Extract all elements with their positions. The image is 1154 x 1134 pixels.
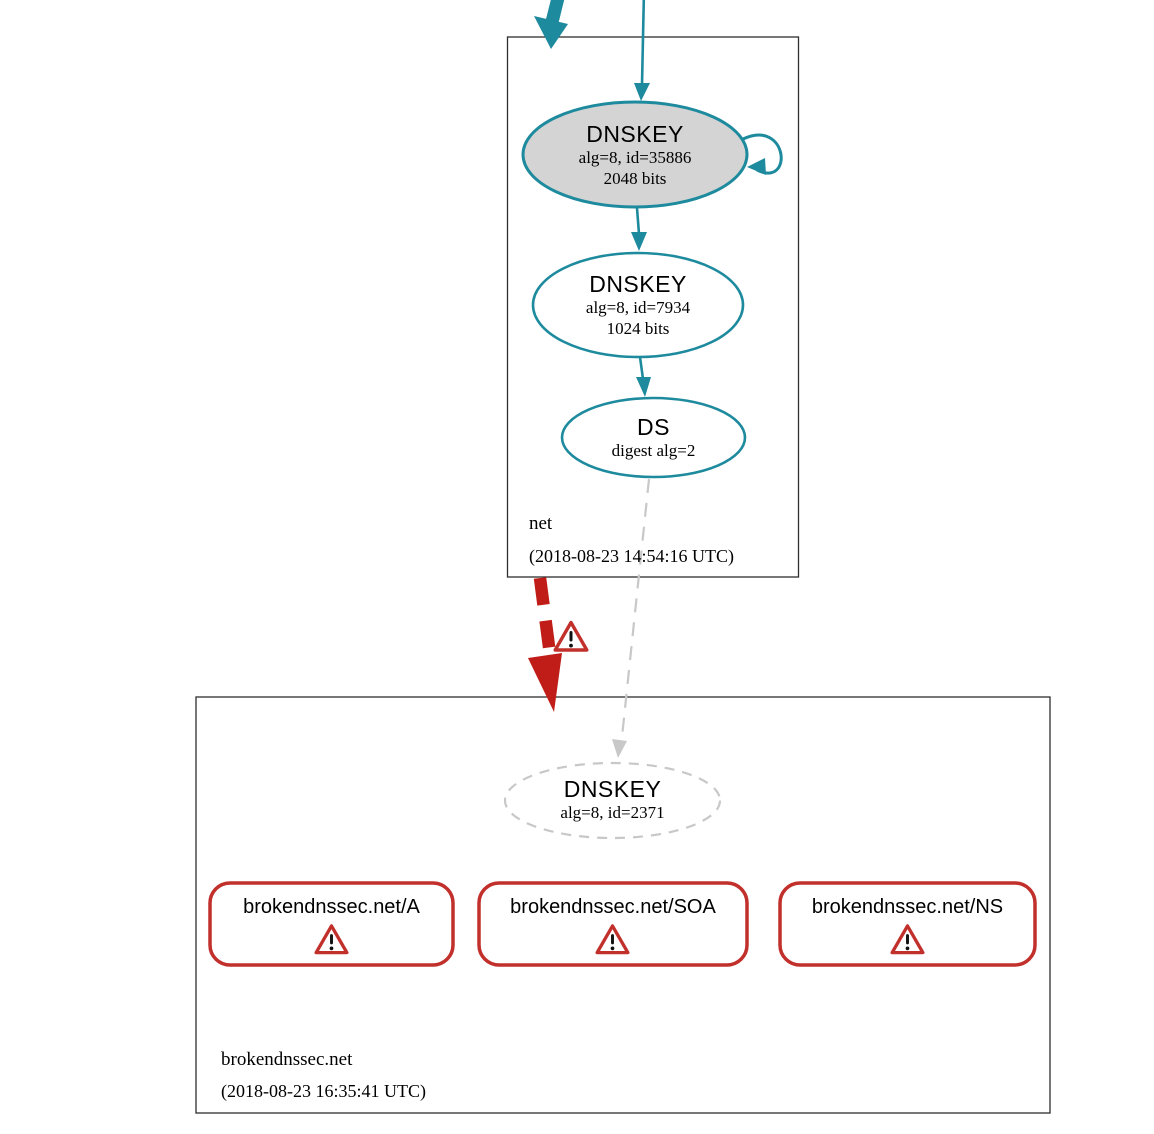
insecure-dnskey-alg: alg=8, id=2371 bbox=[560, 803, 665, 822]
zsk-alg: alg=8, id=7934 bbox=[585, 298, 691, 317]
ksk-node[interactable] bbox=[523, 102, 747, 207]
edge-ksk-to-zsk bbox=[631, 208, 647, 251]
zsk-title: DNSKEY bbox=[589, 271, 687, 297]
edge-ds-to-insecure-dnskey bbox=[612, 479, 649, 758]
ksk-title: DNSKEY bbox=[586, 121, 684, 147]
insecure-dnskey-node[interactable] bbox=[505, 763, 720, 838]
edge-parent-to-zone-thick bbox=[534, 0, 568, 49]
ksk-self-loop bbox=[743, 135, 781, 175]
zone-name-net: net bbox=[529, 513, 553, 534]
rrset-ns-label: brokendnssec.net/NS bbox=[811, 896, 1004, 918]
zone-name-brokendnssec-net: brokendnssec.net bbox=[221, 1049, 353, 1070]
insecure-dnskey-title: DNSKEY bbox=[563, 776, 662, 802]
warning-icon bbox=[555, 623, 587, 651]
ksk-bits: 2048 bits bbox=[603, 169, 667, 188]
zsk-node[interactable] bbox=[533, 253, 743, 357]
rrset-a-label: brokendnssec.net/A bbox=[243, 896, 420, 918]
ksk-alg: alg=8, id=35886 bbox=[578, 148, 692, 167]
ds-title: DS bbox=[637, 414, 670, 440]
rrset-soa-label: brokendnssec.net/SOA bbox=[510, 896, 716, 918]
ds-alg: digest alg=2 bbox=[611, 441, 696, 460]
edge-parent-to-ksk bbox=[634, 0, 650, 101]
zsk-bits: 1024 bits bbox=[606, 319, 670, 338]
zone-timestamp-net: (2018-08-23 14:54:16 UTC) bbox=[529, 546, 734, 566]
ds-node[interactable] bbox=[562, 398, 745, 477]
zone-timestamp-brokendnssec-net: (2018-08-23 16:35:41 UTC) bbox=[221, 1081, 426, 1101]
edge-zsk-to-ds bbox=[636, 357, 651, 397]
